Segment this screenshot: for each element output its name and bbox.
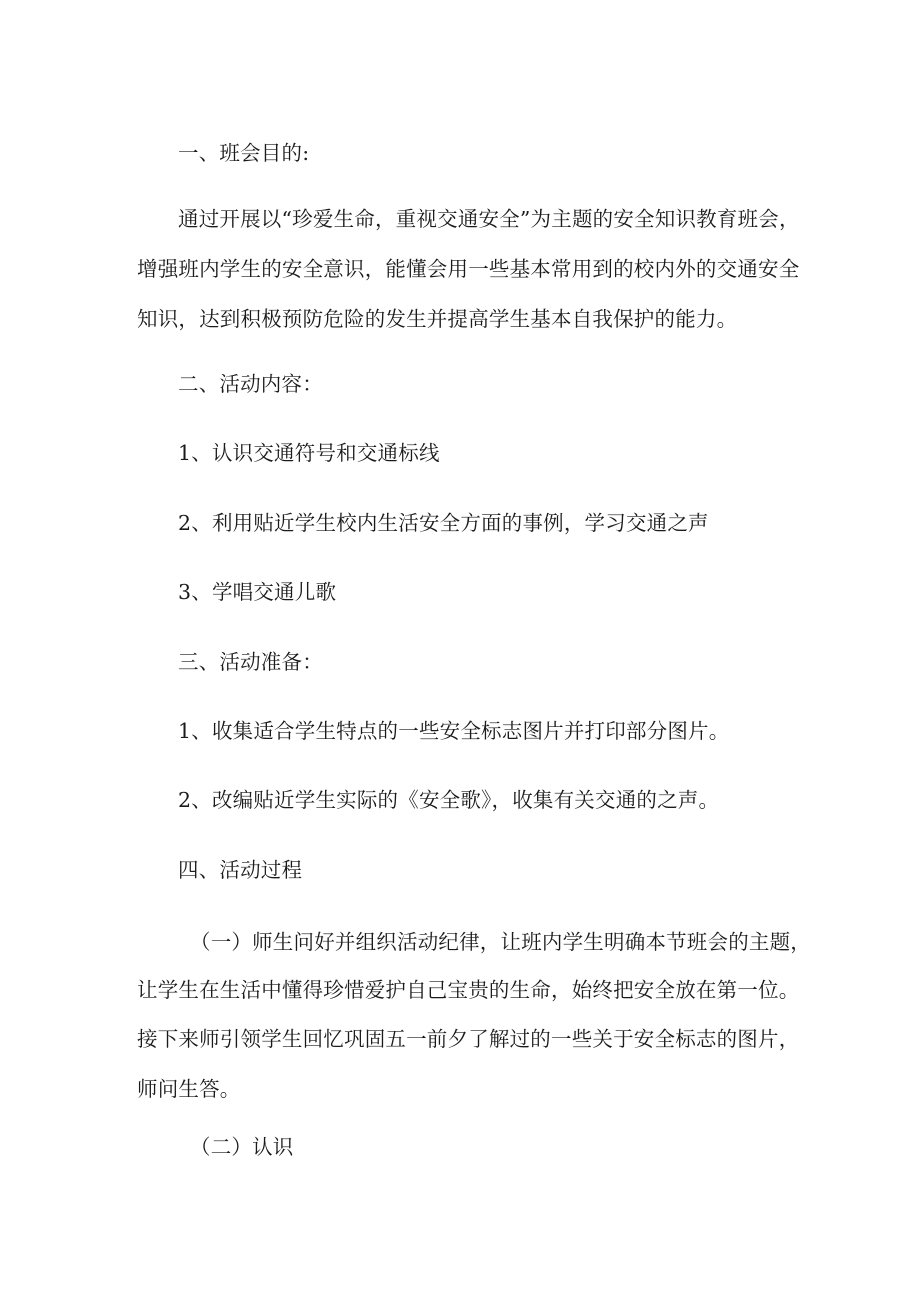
paragraph-line: 师问生答。 <box>137 1077 241 1101</box>
section-heading-process: 四、活动过程 <box>178 858 303 882</box>
section-heading-purpose: 一、班会目的: <box>178 141 310 165</box>
list-item: 1、收集适合学生特点的一些安全标志图片并打印部分图片。 <box>178 719 730 743</box>
paragraph-line: 增强班内学生的安全意识，能懂会用一些基本常用到的校内外的交通安全 <box>137 257 800 281</box>
section-heading-content: 二、活动内容： <box>178 372 323 396</box>
subsection-heading: （二）认识 <box>190 1135 294 1159</box>
section-heading-preparation: 三、活动准备： <box>178 650 323 674</box>
list-item: 2、改编贴近学生实际的《安全歌》，收集有关交通的之声。 <box>178 788 720 812</box>
list-item: 3、学唱交通儿歌 <box>178 580 337 604</box>
paragraph-line: （一）师生问好并组织活动纪律，让班内学生明确本节班会的主题， <box>190 930 811 954</box>
list-item: 1、认识交通符号和交通标线 <box>178 441 440 465</box>
paragraph-line: 知识，达到积极预防危险的发生并提高学生基本自我保护的能力。 <box>137 307 738 331</box>
paragraph-line: 让学生在生活中懂得珍惜爱护自己宝贵的生命，始终把安全放在第一位。 <box>137 978 800 1002</box>
paragraph-line: 通过开展以“珍爱生命，重视交通安全”为主题的安全知识教育班会， <box>178 207 800 231</box>
list-item: 2、利用贴近学生校内生活安全方面的事例，学习交通之声 <box>178 511 709 535</box>
paragraph-line: 接下来师引领学生回忆巩固五一前夕了解过的一些关于安全标志的图片， <box>137 1027 800 1051</box>
